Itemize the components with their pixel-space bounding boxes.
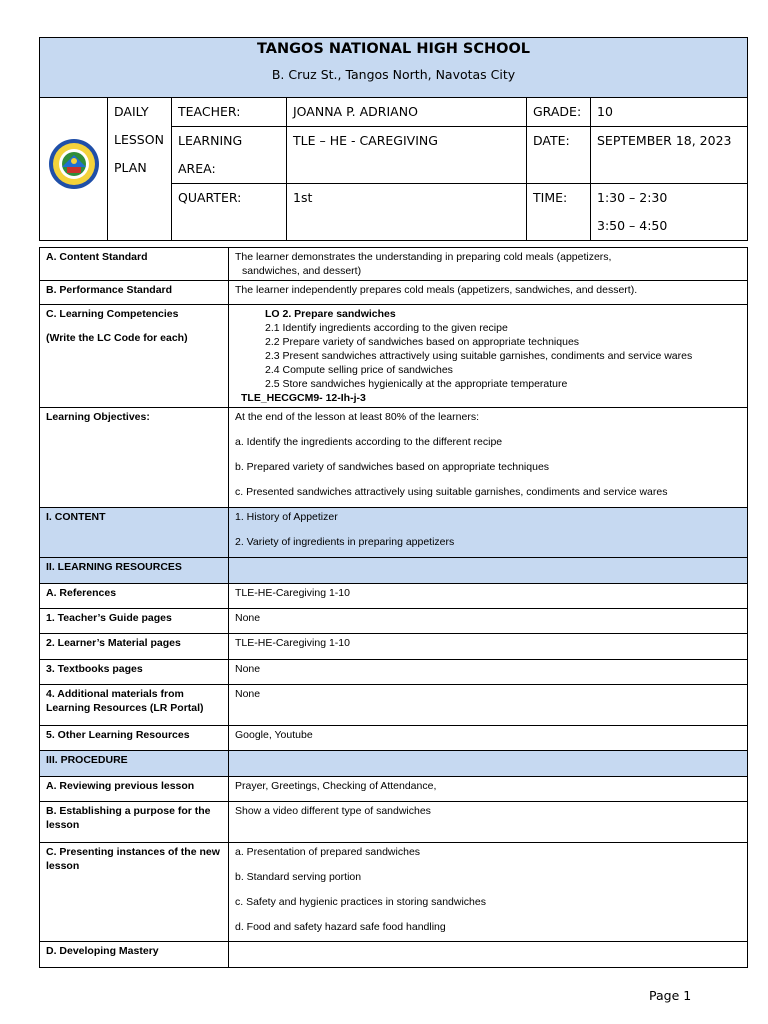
time-values: [591, 184, 748, 241]
quarter-value: 1st: [287, 184, 527, 241]
dlp-word-daily: DAILY: [114, 104, 149, 119]
page-number: Page 1: [649, 988, 692, 1003]
presenting-label: C. Presenting instances of the new lesson: [40, 843, 229, 942]
textbook-pages-value: None: [229, 660, 748, 685]
procedure-label: III. PROCEDURE: [40, 751, 229, 777]
procedure-value: [229, 751, 748, 777]
presenting-item: c. Safety and hygienic practices in storing sandwiches: [235, 896, 486, 908]
competency-item: 2.4 Compute selling price of sandwiches: [265, 364, 453, 376]
reviewing-label: A. Reviewing previous lesson: [40, 777, 229, 802]
date-value: SEPTEMBER 18, 2023: [591, 127, 748, 184]
content-label: I. CONTENT: [40, 508, 229, 558]
competencies-label: C. Learning Competencies: [46, 308, 179, 320]
purpose-value: Show a video different type of sandwiches: [229, 802, 748, 843]
table-row: [40, 508, 748, 558]
objective-item: At the end of the lesson at least 80% of the learners:: [235, 411, 479, 423]
competency-heading: LO 2. Prepare sandwiches: [265, 308, 396, 320]
tg-pages-value: None: [229, 609, 748, 634]
table-row: [40, 584, 748, 609]
competency-item: 2.2 Prepare variety of sandwiches based on appropriate techniques: [265, 336, 580, 348]
dlp-word-plan: PLAN: [114, 160, 147, 175]
competencies-value: [229, 305, 748, 408]
table-row: [40, 305, 748, 408]
school-name: TANGOS NATIONAL HIGH SCHOOL: [256, 41, 531, 57]
additional-materials-label: 4. Additional materials from Learning Resources (LR Portal): [40, 685, 229, 726]
objective-item: c. Presented sandwiches attractively using suitable garnishes, condiments and service wares: [235, 486, 668, 498]
competencies-sublabel: (Write the LC Code for each): [46, 332, 188, 344]
table-row: [40, 751, 748, 777]
content-standard-label: A. Content Standard: [40, 248, 229, 281]
grade-label: GRADE:: [527, 98, 591, 127]
table-row: [40, 942, 748, 968]
presenting-item: b. Standard serving portion: [235, 871, 362, 883]
competency-item: 2.1 Identify ingredients according to the given recipe: [265, 322, 508, 334]
competency-item: 2.3 Present sandwiches attractively using suitable garnishes, condiments and service wares: [265, 350, 693, 362]
table-row: [40, 281, 748, 305]
school-address: B. Cruz St., Tangos North, Navotas City: [271, 67, 516, 82]
performance-standard-label: B. Performance Standard: [40, 281, 229, 305]
content-standard-line-1: The learner demonstrates the understanding in preparing cold meals (appetizers,: [235, 251, 612, 263]
table-row: [40, 843, 748, 942]
table-row: [40, 726, 748, 751]
time-label: TIME:: [527, 184, 591, 241]
table-row: [40, 777, 748, 802]
content-standard-line-2: sandwiches, and dessert): [242, 265, 362, 277]
area-label: LEARNING AREA:: [172, 127, 287, 184]
content-value: [229, 508, 748, 558]
other-resources-value: Google, Youtube: [229, 726, 748, 751]
mastery-value: [229, 942, 748, 968]
presenting-item: d. Food and safety hazard safe food handling: [235, 921, 446, 933]
content-standard-value: [229, 248, 748, 281]
other-resources-label: 5. Other Learning Resources: [40, 726, 229, 751]
table-row: [40, 558, 748, 584]
references-value: TLE-HE-Caregiving 1-10: [229, 584, 748, 609]
additional-materials-value: None: [229, 685, 748, 726]
quarter-label: QUARTER:: [172, 184, 287, 241]
content-item: 1. History of Appetizer: [235, 511, 338, 523]
textbook-pages-label: 3. Textbooks pages: [40, 660, 229, 685]
presenting-item: a. Presentation of prepared sandwiches: [235, 846, 421, 858]
objective-item: b. Prepared variety of sandwiches based on appropriate techniques: [235, 461, 550, 473]
performance-standard-value: The learner independently prepares cold meals (appetizers, sandwiches, and dessert).: [229, 281, 748, 305]
time-slot-2: 3:50 – 4:50: [597, 218, 668, 233]
purpose-label: B. Establishing a purpose for the lesson: [40, 802, 229, 843]
time-slot-1: 1:30 – 2:30: [597, 190, 668, 205]
tg-pages-label: 1. Teacher’s Guide pages: [40, 609, 229, 634]
table-row: [40, 248, 748, 281]
reviewing-value: Prayer, Greetings, Checking of Attendance,: [229, 777, 748, 802]
school-seal-icon: [47, 137, 101, 191]
header-table: [39, 37, 748, 241]
table-row: [40, 634, 748, 660]
teacher-value: JOANNA P. ADRIANO: [287, 98, 527, 127]
lm-pages-label: 2. Learner’s Material pages: [40, 634, 229, 660]
presenting-value: [229, 843, 748, 942]
date-label: DATE:: [527, 127, 591, 184]
resources-value: [229, 558, 748, 584]
objectives-value: [229, 408, 748, 508]
competency-item: 2.5 Store sandwiches hygienically at the appropriate temperature: [265, 378, 568, 390]
competencies-label-cell: [40, 305, 229, 408]
table-row: [40, 685, 748, 726]
table-row: [40, 609, 748, 634]
table-row: [40, 408, 748, 508]
lesson-plan-table: [39, 247, 748, 968]
dlp-word-lesson: LESSON: [114, 132, 164, 147]
grade-value: 10: [591, 98, 748, 127]
table-row: [40, 802, 748, 843]
table-row: [40, 660, 748, 685]
area-value: TLE – HE - CAREGIVING: [287, 127, 527, 184]
objective-item: a. Identify the ingredients according to the different recipe: [235, 436, 503, 448]
dlp-cell: [108, 98, 172, 241]
teacher-label: TEACHER:: [172, 98, 287, 127]
content-item: 2. Variety of ingredients in preparing appetizers: [235, 536, 455, 548]
mastery-label: D. Developing Mastery: [40, 942, 229, 968]
objectives-label: Learning Objectives:: [40, 408, 229, 508]
school-title-cell: [40, 38, 748, 98]
competency-code: TLE_HECGCM9- 12-Ih-j-3: [241, 392, 366, 404]
references-label: A. References: [40, 584, 229, 609]
lm-pages-value: TLE-HE-Caregiving 1-10: [229, 634, 748, 660]
logo-cell: [40, 98, 108, 241]
resources-label: II. LEARNING RESOURCES: [40, 558, 229, 584]
